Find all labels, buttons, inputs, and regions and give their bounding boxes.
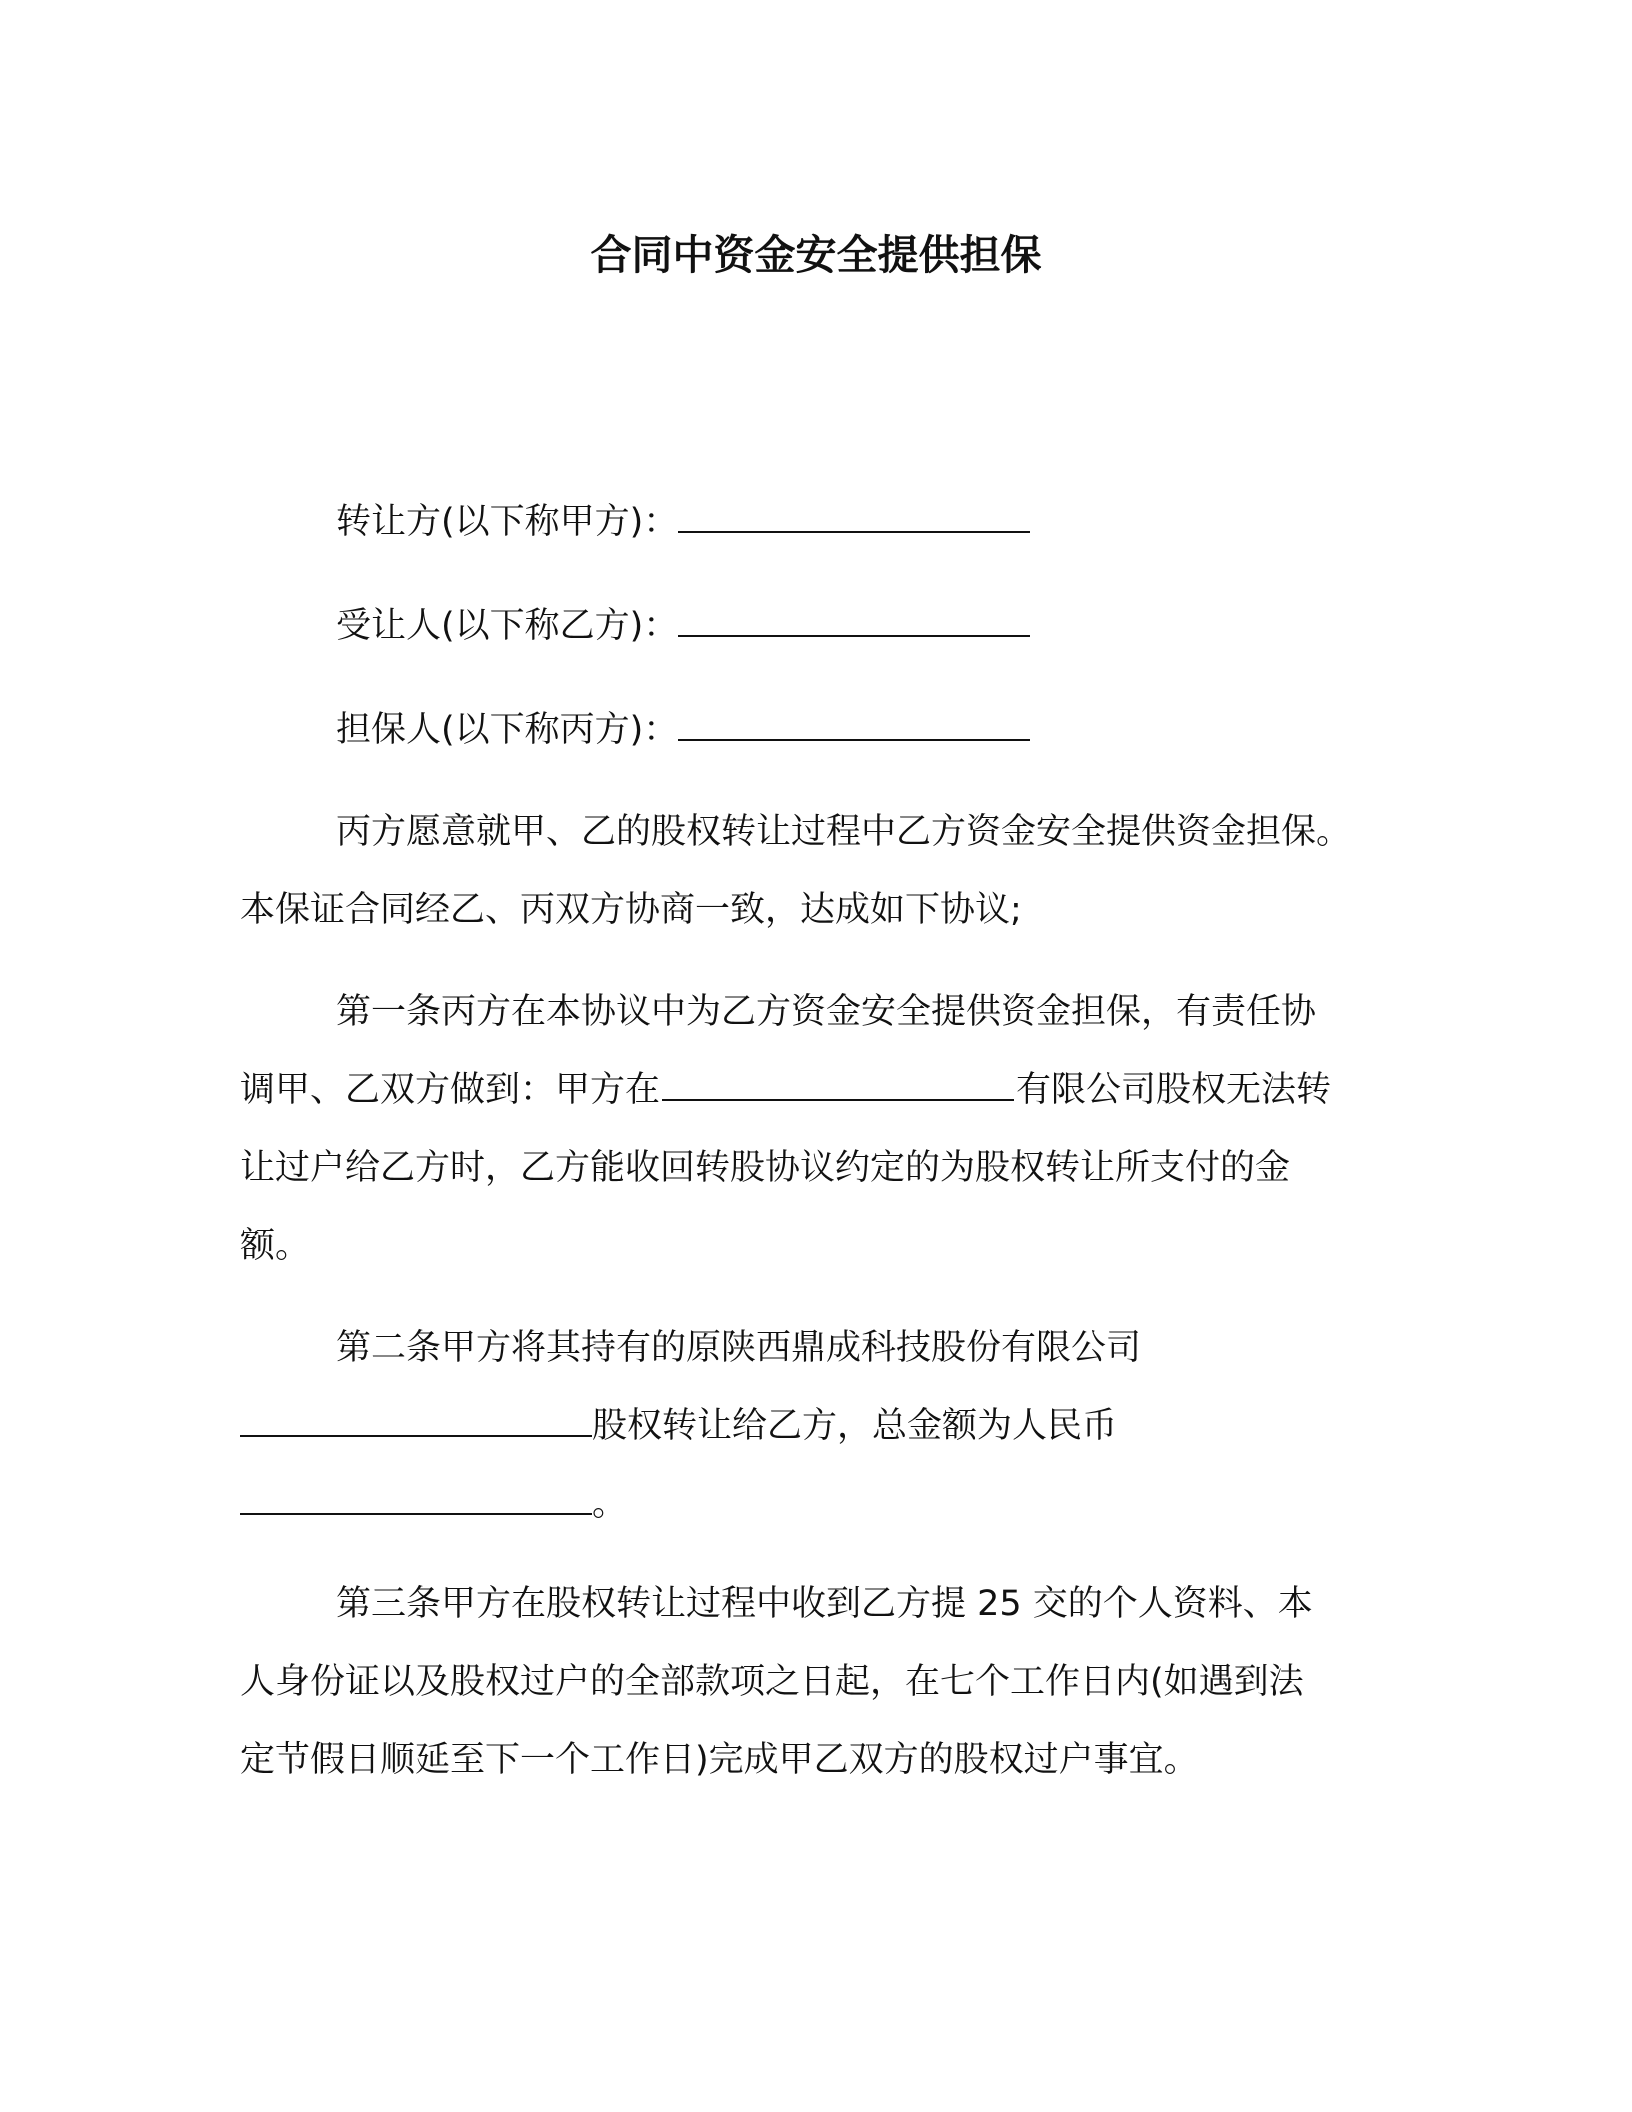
- preamble-line: 丙方愿意就甲、乙的股权转让过程中乙方资金安全提供资金担保。: [336, 812, 1352, 852]
- party-label: 担保人(以下称丙方)：: [336, 710, 679, 750]
- article1-line: 额。: [240, 1226, 311, 1266]
- article2-line: [240, 1478, 1415, 1530]
- article1-text: 调甲、乙双方做到：甲方在: [240, 1070, 661, 1110]
- article3-line: 定节假日顺延至下一个工作日)完成甲乙双方的股权过户事宜。: [240, 1740, 1199, 1780]
- party-transferee: [336, 600, 1511, 652]
- fill-in-blank: [678, 609, 1030, 637]
- article3-line: 第三条甲方在股权转让过程中收到乙方提 25 交的个人资料、本: [336, 1584, 1313, 1624]
- article1-line: [240, 1064, 1415, 1116]
- article2-line: [240, 1400, 1415, 1452]
- party-transferor: [336, 496, 1511, 548]
- article2-text: 股权转让给乙方，总金额为人民币: [592, 1406, 1118, 1446]
- document-title: 合同中资金安全提供担保: [590, 231, 1042, 279]
- party-guarantor: [336, 704, 1511, 756]
- article2-text: 。: [592, 1484, 628, 1524]
- article2-line: 第二条甲方将其持有的原陕西鼎成科技股份有限公司: [336, 1328, 1142, 1368]
- party-label: 转让方(以下称甲方)：: [336, 502, 679, 542]
- party-label: 受让人(以下称乙方)：: [336, 606, 679, 646]
- article1-line: 第一条丙方在本协议中为乙方资金安全提供资金担保，有责任协: [336, 992, 1317, 1032]
- fill-in-blank: [240, 1487, 592, 1515]
- fill-in-blank: [678, 505, 1030, 533]
- preamble-line: 本保证合同经乙、丙双方协商一致，达成如下协议;: [240, 890, 1022, 930]
- fill-in-blank: [678, 713, 1030, 741]
- fill-in-blank: [662, 1073, 1014, 1101]
- fill-in-blank: [240, 1409, 592, 1437]
- article1-line: 让过户给乙方时，乙方能收回转股协议约定的为股权转让所支付的金: [240, 1148, 1291, 1188]
- article1-text: 有限公司股权无法转: [1016, 1070, 1332, 1110]
- article3-line: 人身份证以及股权过户的全部款项之日起，在七个工作日内(如遇到法: [240, 1662, 1304, 1702]
